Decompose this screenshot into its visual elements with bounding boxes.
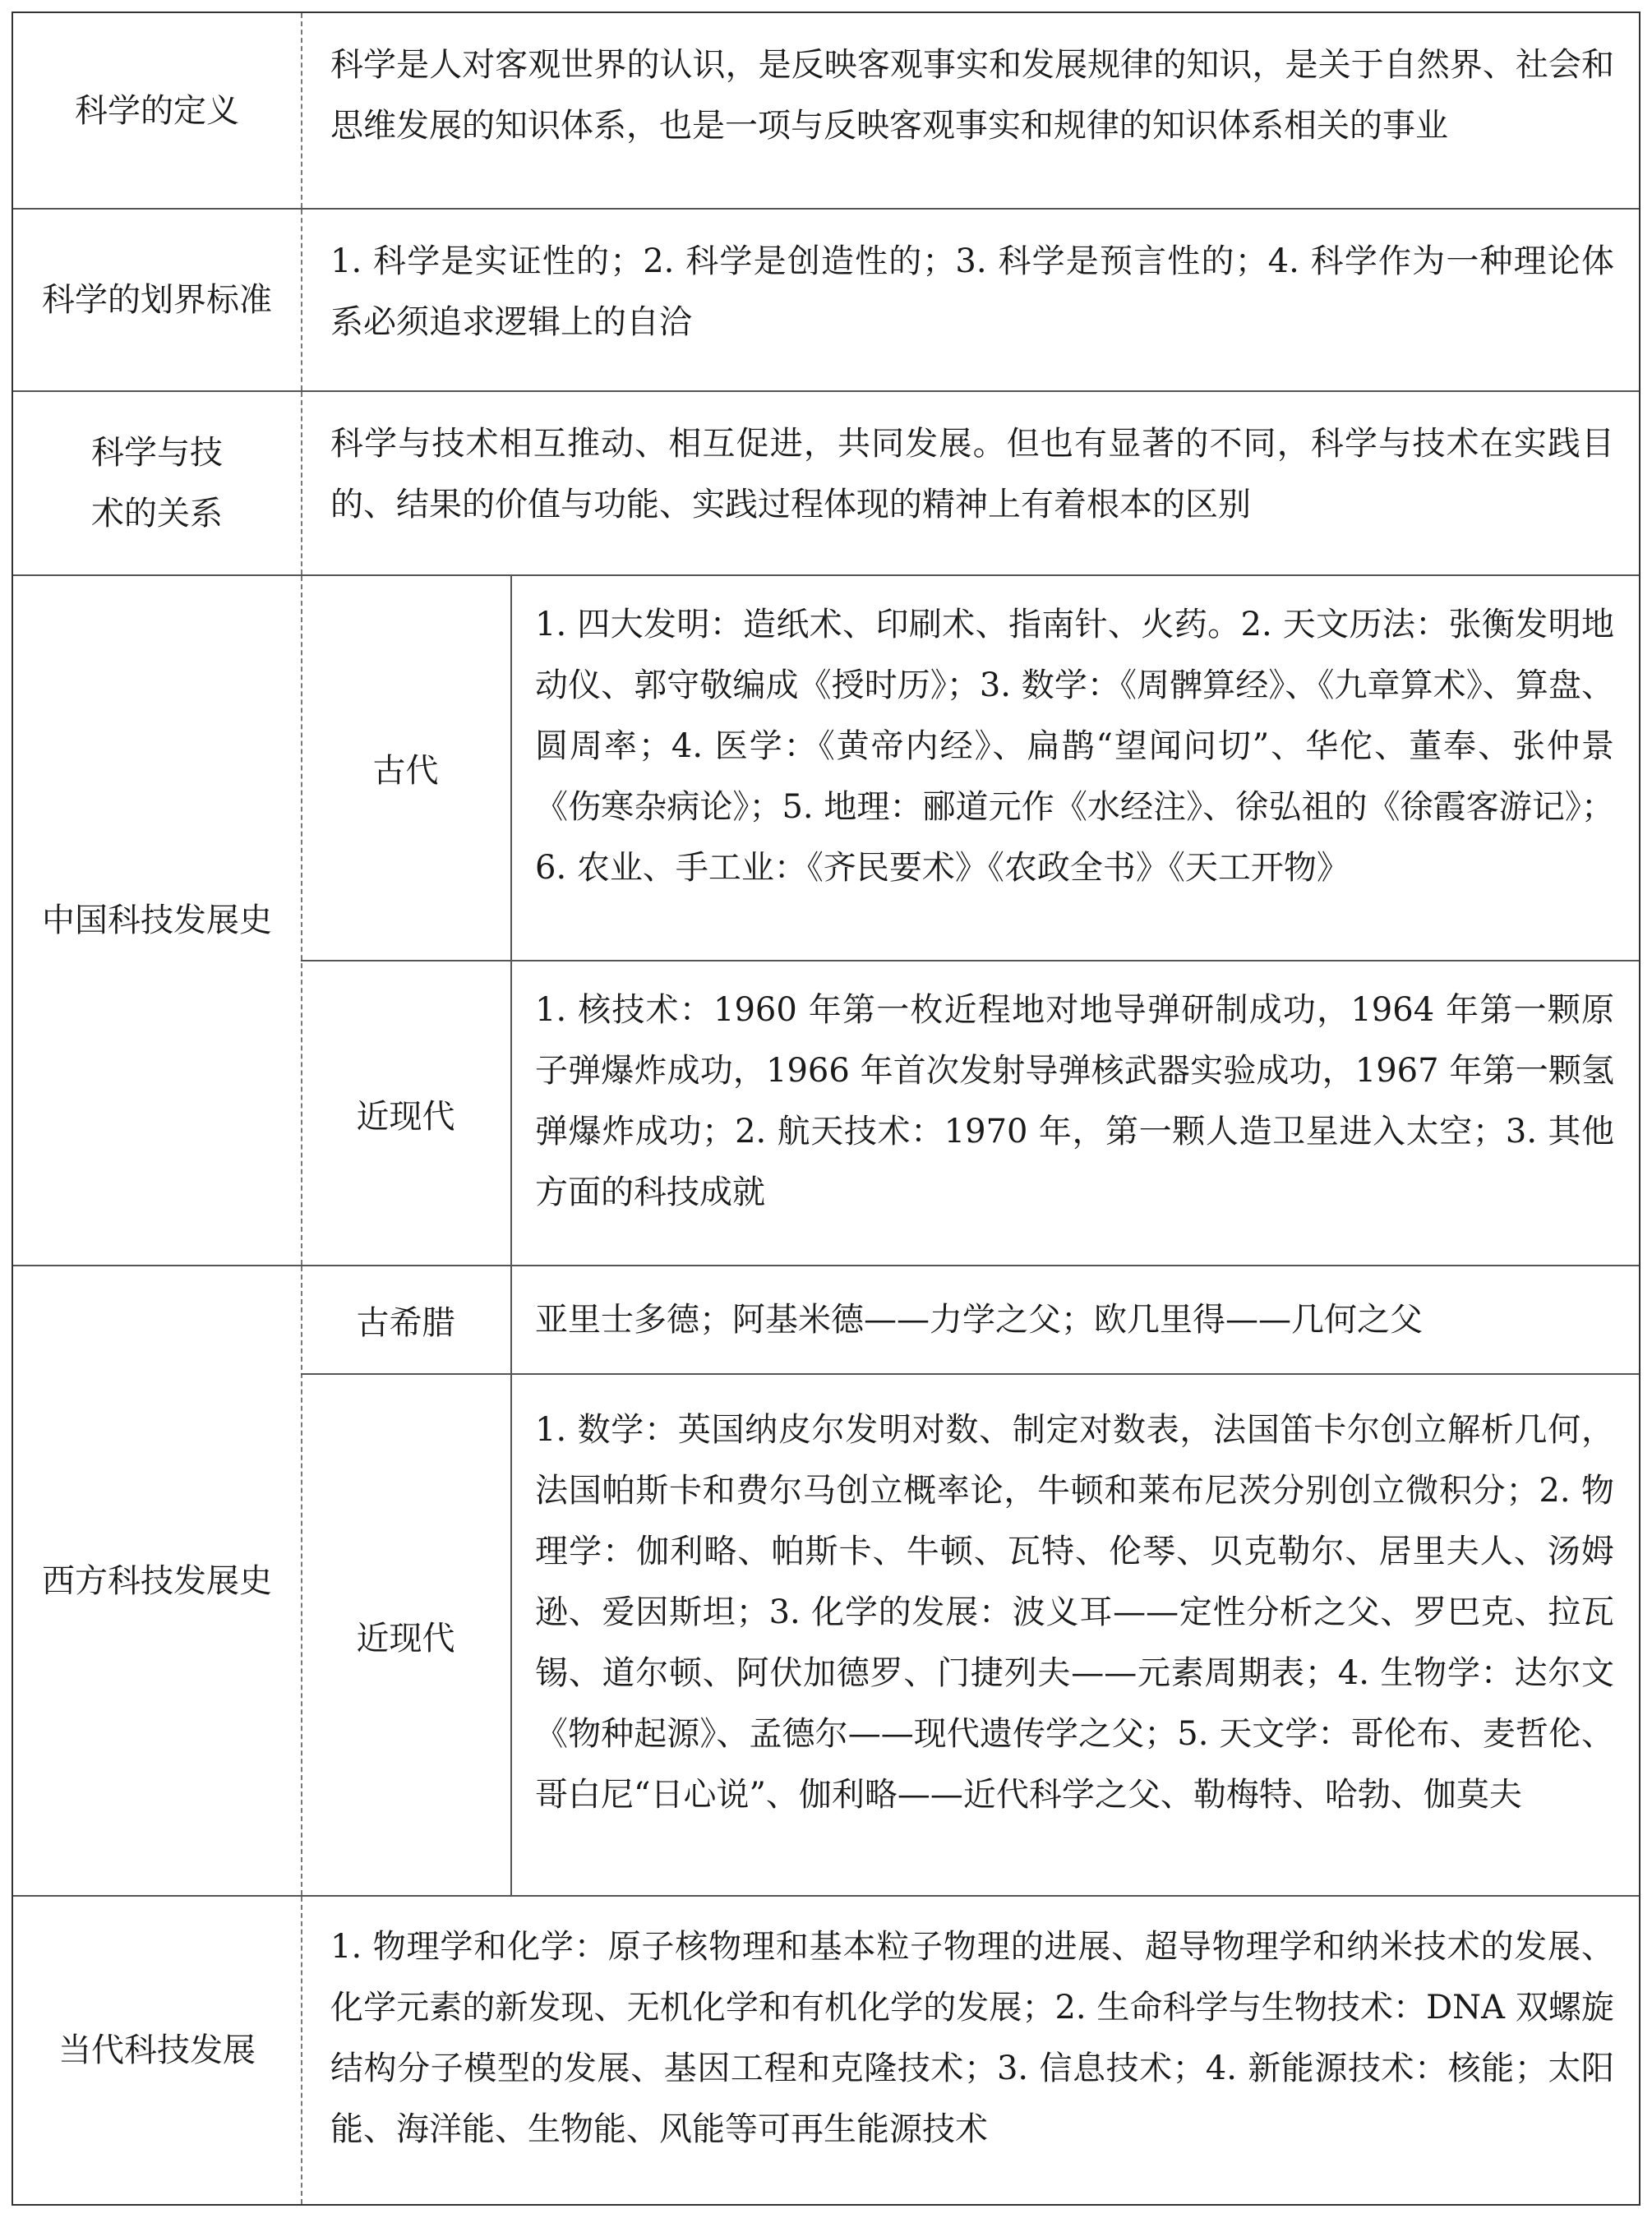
subrow-ancient <box>301 576 1639 960</box>
row-label: 中国科技发展史 <box>42 901 272 939</box>
table-row-science-definition <box>13 13 1639 208</box>
row-label: 当代科技发展 <box>58 2031 256 2069</box>
subrow-content: 1. 四大发明：造纸术、印刷术、指南针、火药。2. 天文历法：张衡发明地动仪、郭守敬编成《授时历》；3. 数学：《周髀算经》、《九章算术》、算盘、圆周率；4. 医学：《黄帝内经》、扁鹊“望闻问切”、华佗、董奉、张仲景《伤寒杂病论》；5. 地理：郦道元作《水经注》、徐弘祖的《徐霞客游记》；6. 农业、手工业：《齐民要术》《农政全书》《天工开物》 <box>535 606 1614 887</box>
table-row-demarcation-criteria <box>13 208 1639 390</box>
table-row-science-technology-relation <box>13 390 1639 574</box>
row-content: 1. 科学是实证性的；2. 科学是创造性的；3. 科学是预言性的；4. 科学作为一种理论体系必须追求逻辑上的自洽 <box>330 242 1614 341</box>
row-content: 科学是人对客观世界的认识，是反映客观事实和发展规律的知识，是关于自然界、社会和思维发展的知识体系，也是一项与反映客观事实和规律的知识体系相关的事业 <box>330 46 1614 145</box>
row-content: 1. 物理学和化学：原子核物理和基本粒子物理的进展、超导物理学和纳米技术的发展、化学元素的新发现、无机化学和有机化学的发展；2. 生命科学与生物技术：DNA 双螺旋结构分子模型的发展、基因工程和克隆技术；3. 信息技术；4. 新能源技术：核能；太阳能、海洋能、生物能、风能等可再生能源技术 <box>330 1928 1614 2148</box>
subrow-label: 近现代 <box>356 1620 455 1658</box>
subrow-content: 1. 核技术：1960 年第一枚近程地对地导弹研制成功，1964 年第一颗原子弹爆炸成功，1966 年首次发射导弹核武器实验成功，1967 年第一颗氢弹爆炸成功；2. 航天技术：1970 年，第一颗人造卫星进入太空；3. 其他方面的科技成就 <box>535 991 1614 1211</box>
table-row-western-history <box>13 1265 1639 1895</box>
row-label: 西方科技发展史 <box>42 1561 272 1600</box>
subrow-label: 古希腊 <box>356 1303 455 1342</box>
row-label: 科学与技术的关系 <box>91 434 223 533</box>
table-row-contemporary <box>13 1895 1639 2204</box>
table-row-china-history <box>13 574 1639 1265</box>
row-label: 科学的划界标准 <box>42 281 272 319</box>
subrow-content: 亚里士多德；阿基米德——力学之父；欧几里得——几何之父 <box>535 1301 1423 1339</box>
knowledge-table <box>12 12 1640 2206</box>
row-label: 科学的定义 <box>75 91 239 130</box>
subrow-modern <box>301 960 1639 1266</box>
subrow-label: 古代 <box>372 752 439 790</box>
subrow-content: 1. 数学：英国纳皮尔发明对数、制定对数表，法国笛卡尔创立解析几何，法国帕斯卡和费尔马创立概率论，牛顿和莱布尼茨分别创立微积分；2. 物理学：伽利略、帕斯卡、牛顿、瓦特、伦琴、贝克勒尔、居里夫人、汤姆逊、爱因斯坦；3. 化学的发展：波义耳——定性分析之父、罗巴克、拉瓦锡、道尔顿、阿伏加德罗、门捷列夫——元素周期表；4. 生物学：达尔文《物种起源》、孟德尔——现代遗传学之父；5. 天文学：哥伦布、麦哲伦、哥白尼“日心说”、伽利略——近代科学之父、勒梅特、哈勃、伽莫夫 <box>535 1411 1614 1814</box>
subrow-label: 近现代 <box>356 1098 455 1136</box>
row-content: 科学与技术相互推动、相互促进，共同发展。但也有显著的不同，科学与技术在实践目的、结果的价值与功能、实践过程体现的精神上有着根本的区别 <box>330 425 1614 523</box>
subrow-ancient-greece <box>301 1266 1639 1373</box>
subrow-modern <box>301 1373 1639 1897</box>
